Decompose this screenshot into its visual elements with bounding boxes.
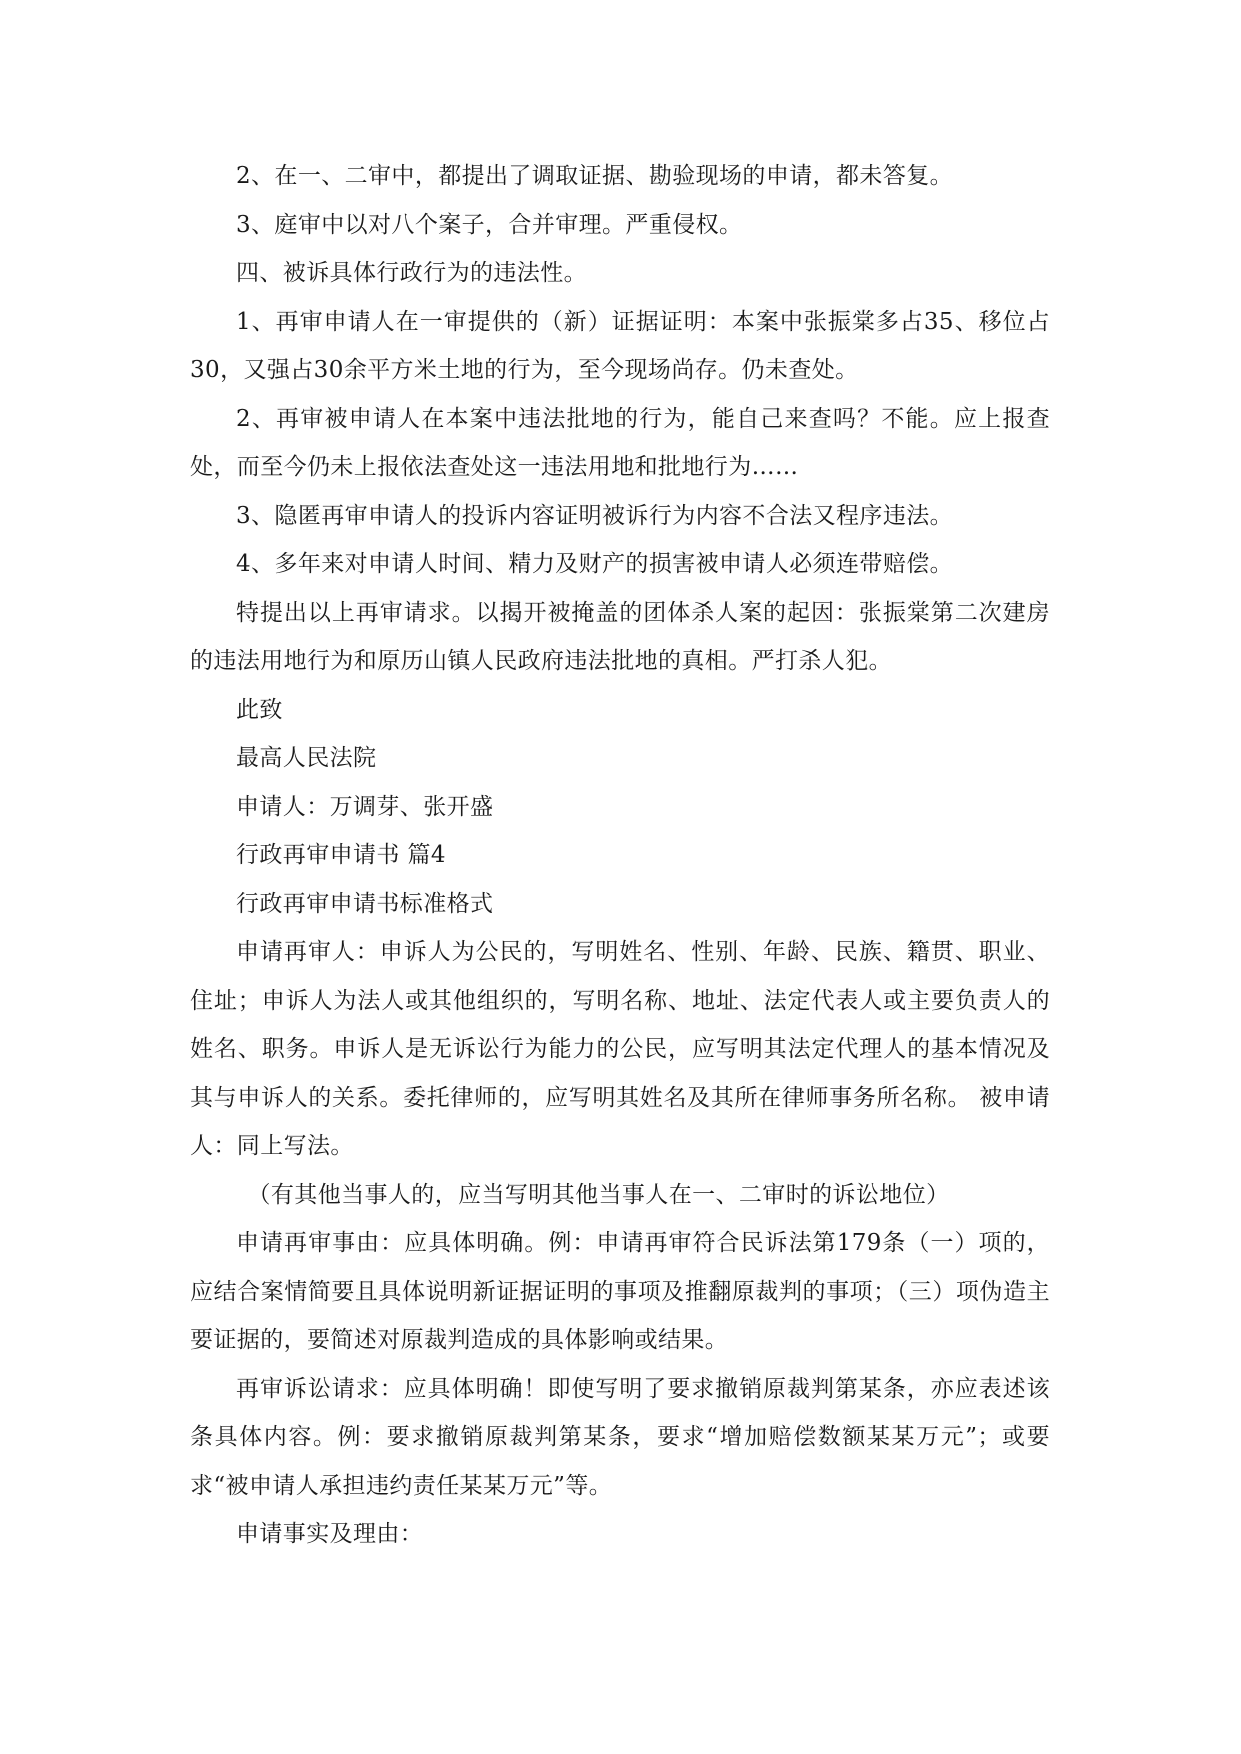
paragraph-item-3-concealed-complaint: 3、隐匿再审申请人的投诉内容证明被诉行为内容不合法又程序违法。	[236, 502, 954, 529]
addressee: 最高人民法院	[236, 745, 377, 771]
section-heading-illegality: 四、被诉具体行政行为的违法性。	[236, 260, 587, 286]
paragraph-retrial-claim: 再审诉讼请求：应具体明确！即使写明了要求撤销原裁判第某条，亦应表述该条具体内容。例：要求撤销原裁判第某条，要求“增加赔偿数额某某万元”；或要求“被申请人承担违约责任某某万元”等。	[190, 1375, 1050, 1499]
paragraph-applicant-info: 申请再审人：申诉人为公民的，写明姓名、性别、年龄、民族、籍贯、职业、住址；申诉人为法人或其他组织的，写明名称、地址、法定代表人或主要负责人的姓名、职务。申诉人是无诉讼行为能力的公民，应写明其法定代理人的基本情况及其与申诉人的关系。委托律师的，应写明其姓名及其所在律师事务所名称。 被申请人：同上写法。	[190, 939, 1050, 1159]
paragraph-item-1-new-evidence: 1、再审申请人在一审提供的（新）证据证明：本案中张振棠多占35、移位占30，又强占30余平方米土地的行为，至今现场尚存。仍未查处。	[190, 308, 1050, 383]
section-title-part-4: 行政再审申请书 篇4	[236, 842, 446, 868]
paragraph-item-2-illegal-approval: 2、再审被申请人在本案中违法批地的行为，能自己来查吗？不能。应上报查处，而至今仍未上报依法查处这一违法用地和批地行为……	[190, 405, 1050, 480]
paragraph-facts-and-reasons: 申请事实及理由：	[236, 1521, 424, 1547]
paragraph-other-parties-note: （有其他当事人的，应当写明其他当事人在一、二审时的诉讼地位）	[247, 1181, 950, 1208]
applicant-line: 申请人：万调芽、张开盛	[236, 793, 494, 820]
paragraph-retrial-request: 特提出以上再审请求。以揭开被掩盖的团体杀人案的起因：张振棠第二次建房的违法用地行为和原历山镇人民政府违法批地的真相。严打杀人犯。	[190, 599, 1050, 674]
standard-format-title: 行政再审申请书标准格式	[236, 890, 494, 917]
salutation: 此致	[236, 696, 283, 723]
document-body	[190, 152, 1050, 1559]
paragraph-retrial-reason: 申请再审事由：应具体明确。例：申请再审符合民诉法第179条（一）项的，应结合案情简要且具体说明新证据证明的事项及推翻原裁判的事项；（三）项伪造主要证据的，要简述对原裁判造成的具体影响或结果。	[190, 1230, 1050, 1353]
paragraph-item-4-compensation: 4、多年来对申请人时间、精力及财产的损害被申请人必须连带赔偿。	[236, 551, 954, 577]
paragraph-item-2-request-not-answered: 2、在一、二审中，都提出了调取证据、勘验现场的申请，都未答复。	[236, 163, 954, 189]
paragraph-item-3-merged-trial: 3、庭审中以对八个案子，合并审理。严重侵权。	[236, 211, 743, 238]
